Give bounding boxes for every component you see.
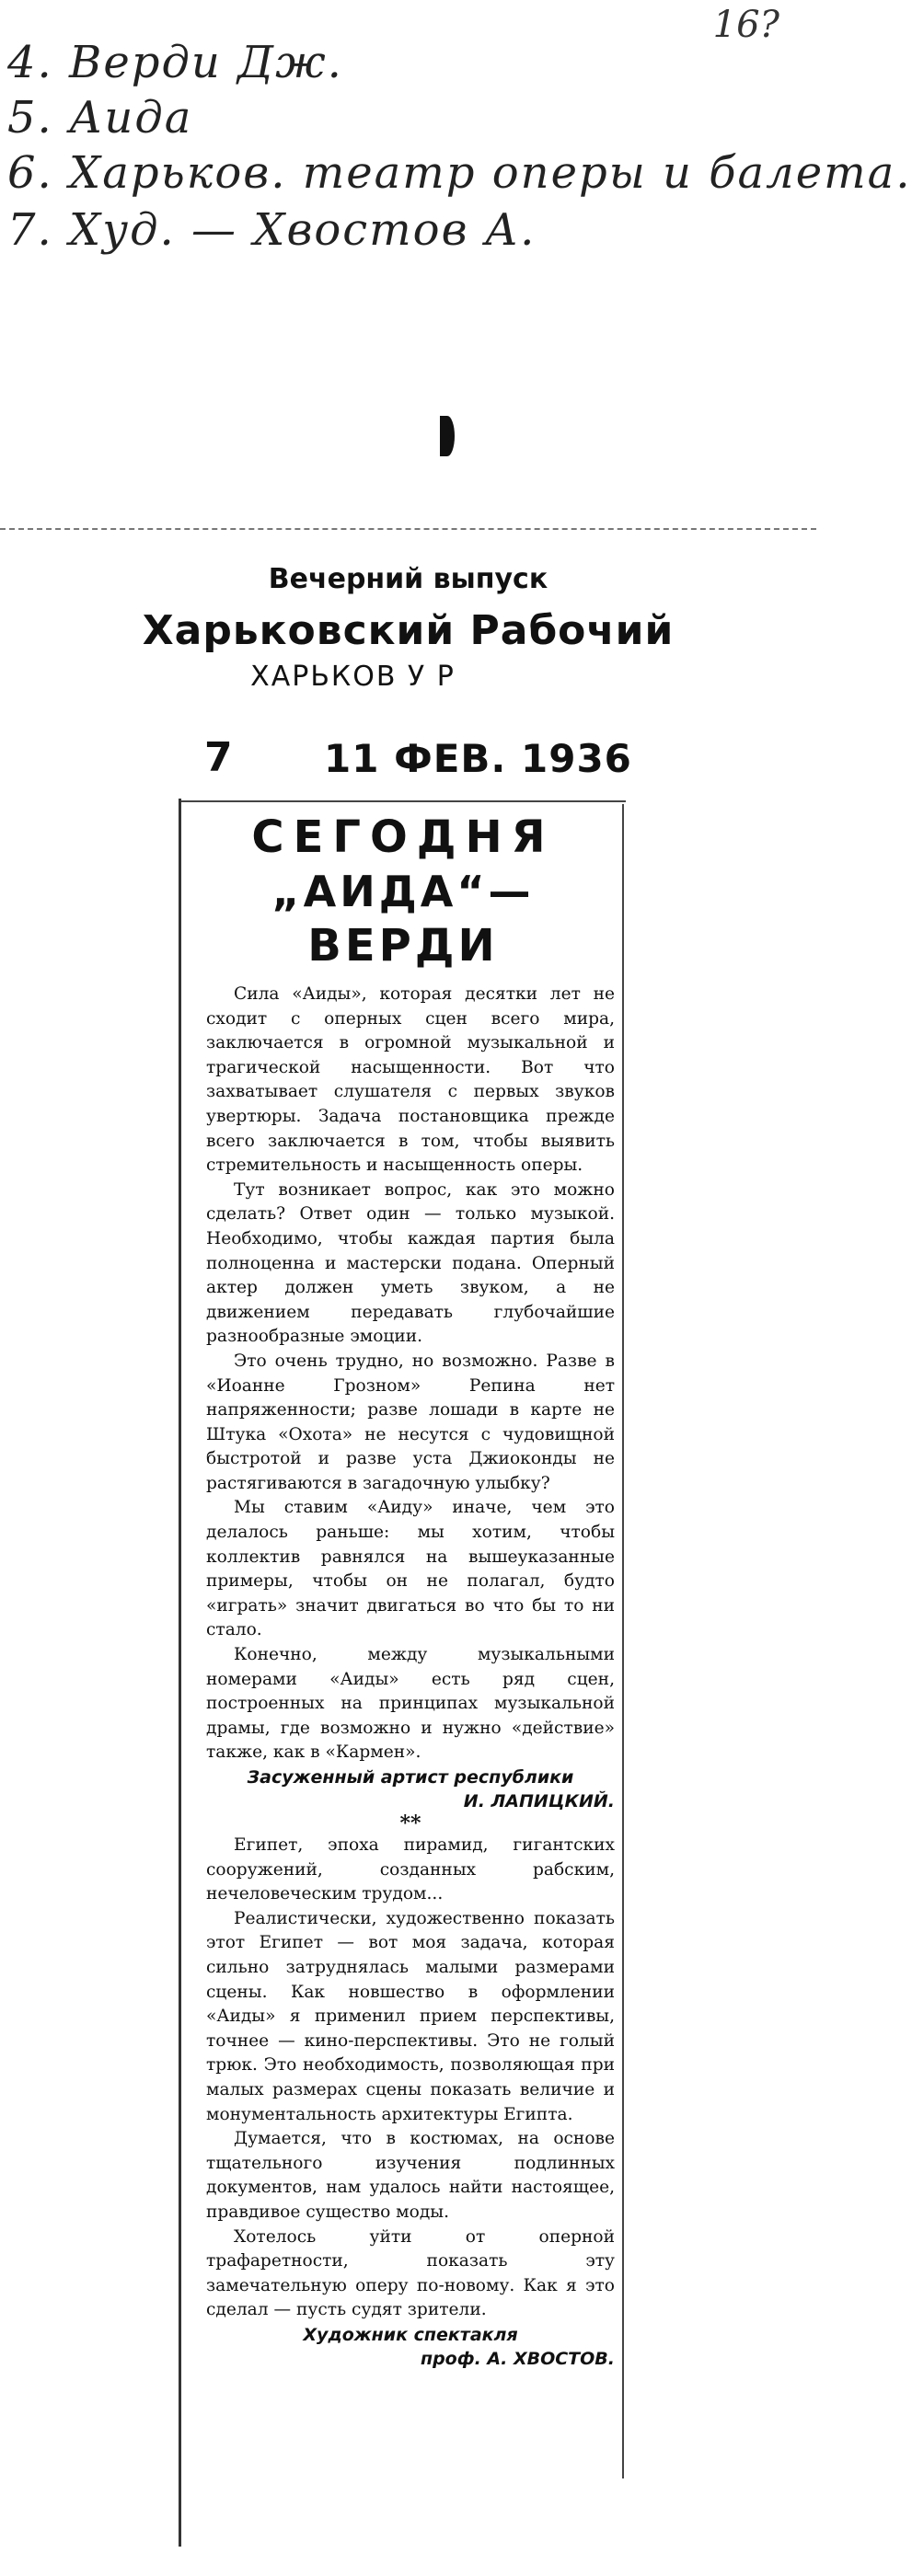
article-paragraph: Реалистически, художественно показать этот Египет — вот моя задача, которая сильно затруднялась малыми размерами сцены. Как новшество в оформлении «Аиды» я применил прием перспективы, точнее — кино-перспективы. Это не голый трюк. Это необходимость, позволяющая при малых размерах сцены показать величие и монументальность архитектуры Египта. <box>206 1908 615 2124</box>
headline-line-3: ВЕРДИ <box>307 920 499 972</box>
cut-line <box>0 528 816 530</box>
edition-label: Вечерний выпуск <box>268 563 548 595</box>
clipping-left-rule <box>179 799 181 2547</box>
article-paragraph: Мы ставим «Аиду» иначе, чем это делалось раньше: мы хотим, чтобы коллектив равнялся на вышеуказанные примеры, чтобы он не полагал, будто «играть» значит двигаться во что бы то ни стало. <box>206 1498 615 1640</box>
article-paragraph: Египет, эпоха пирамид, гигантских сооружений, созданных рабским, нечеловеческим трудом... <box>206 1835 615 1904</box>
article-paragraph: Это очень трудно, но возможно. Разве в «Иоанне Грозном» Репина нет напряженности; разве лошади в карте не Штука «Охота» не несутся с чудовищной быстротой и разве уста Джиоконды не растягиваются в загадочную улыбку? <box>206 1351 615 1493</box>
section-separator: ** <box>399 1811 421 1835</box>
clipping-top-rule <box>180 800 626 802</box>
ink-smudge <box>440 416 455 456</box>
newspaper-title: Харьковский Рабочий <box>142 607 675 654</box>
article-paragraph: Хотелось уйти от оперной трафаретности, показать эту замечательную оперу по-новому. Как я это сделал — пусть судят зрители. <box>206 2226 615 2320</box>
article-paragraph: Тут возникает вопрос, как это можно сделать? Ответ один — только музыкой. Необходимо, чтобы каждая партия была полноценна и мастерски подана. Оперный актер должен уметь звуком, а не движением передавать глубочайшие разнообразные эмоции. <box>206 1179 615 1347</box>
handwritten-note-4: 7. Худ. — Хвостов А. <box>7 204 537 256</box>
handwritten-note-3: 6. Харьков. театр оперы и балета. <box>7 147 912 199</box>
issue-number: 7 <box>204 734 233 781</box>
headline-line-1: СЕГОДНЯ <box>251 811 555 863</box>
handwritten-note-2: 5. Аида <box>7 92 193 144</box>
article-paragraph: Думается, что в костюмах, на основе тщательного изучения подлинных документов, нам удалось найти настоящее, правдивое существо моды. <box>206 2129 615 2222</box>
city-label: ХАРЬКОВ У Р <box>250 661 456 693</box>
issue-date: 11 ФЕВ. 1936 <box>324 736 632 781</box>
signature-1-title: Засуженный артист республики <box>247 1767 574 1788</box>
article-paragraph: Сила «Аиды», которая десятки лет не сходит с оперных сцен всего мира, заключается в огромной музыкальной и трагической насыщенности. Вот что захватывает слушателя с первых звуков увертюры. Задача постановщика прежде всего заключается в том, чтобы выявить стремительность и насыщенность оперы. <box>206 984 615 1176</box>
signature-2-name: проф. А. ХВОСТОВ. <box>420 2348 615 2369</box>
signature-1-name: И. ЛАПИЦКИЙ. <box>463 1791 615 1811</box>
page-number: 16? <box>712 4 779 46</box>
headline-line-2: „АИДА“— <box>271 867 535 916</box>
article-body <box>206 983 615 2371</box>
signature-2-title: Художник спектакля <box>303 2324 518 2345</box>
clipping-right-rule <box>622 804 624 2478</box>
article-paragraph: Конечно, между музыкальными номерами «Аиды» есть ряд сцен, построенных на принципах музыкальной драмы, где возможно и нужно «действие» также, как в «Кармен». <box>206 1645 615 1763</box>
handwritten-note-1: 4. Верди Дж. <box>7 37 343 88</box>
